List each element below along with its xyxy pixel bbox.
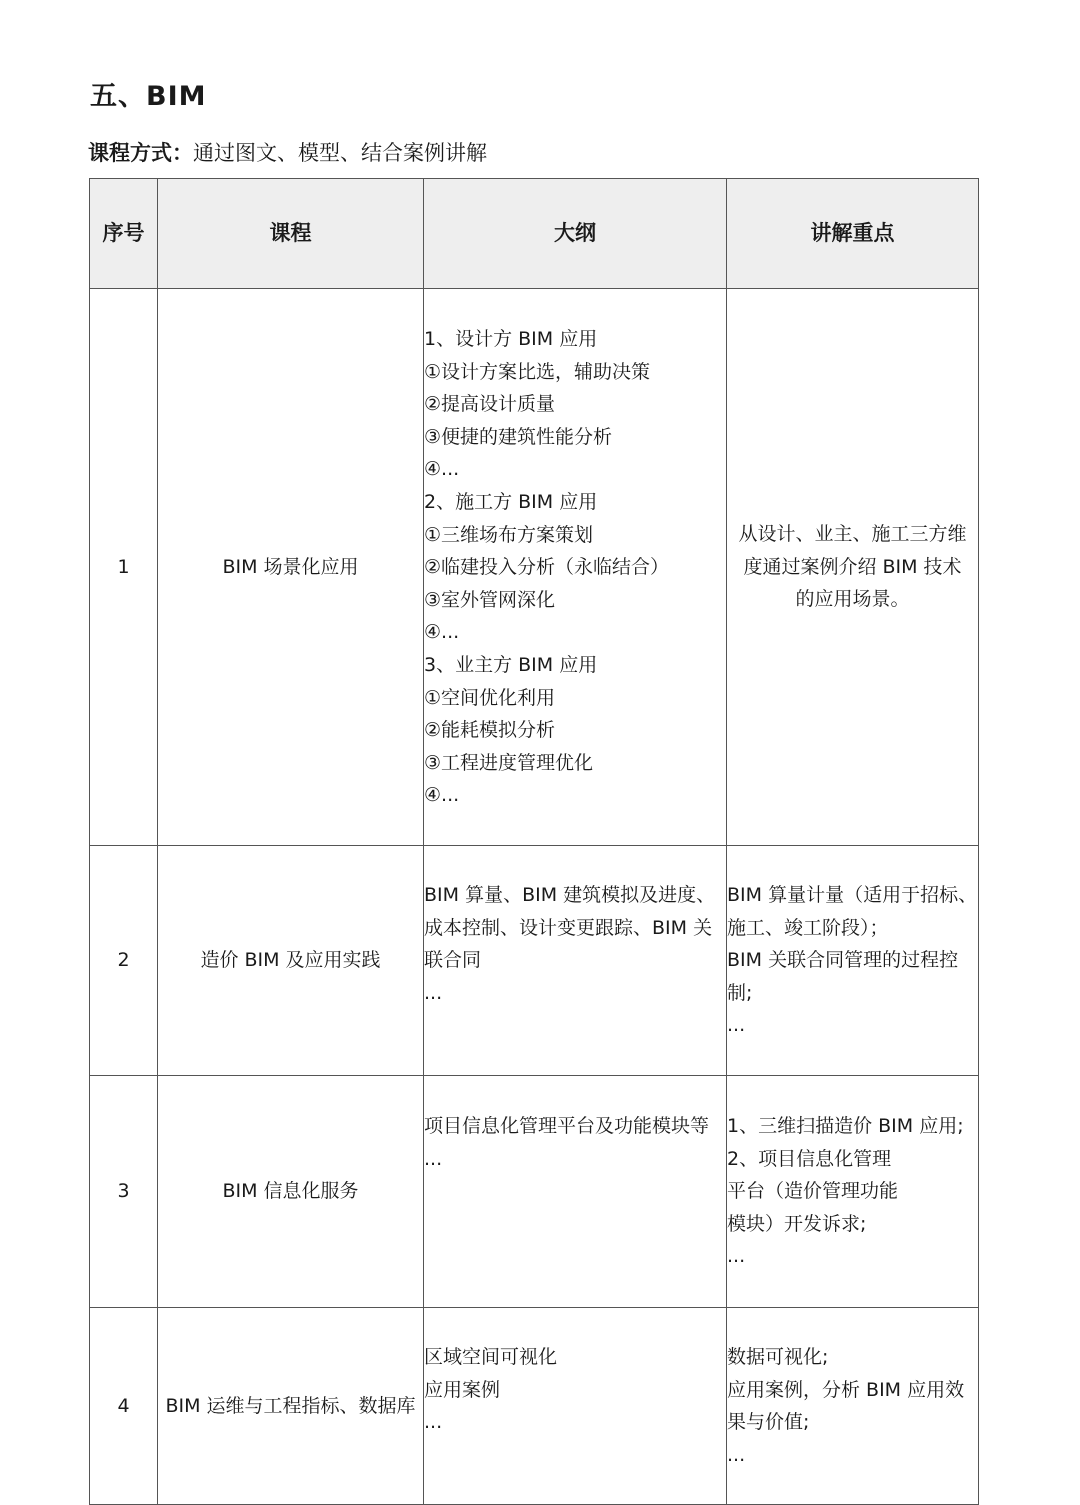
outline-line: ①三维场布方案策划 xyxy=(424,523,594,546)
outline-cell xyxy=(424,289,727,846)
focus-line: 数据可视化; xyxy=(727,1346,829,1368)
outline-line: ③工程进度管理优化 xyxy=(424,751,594,774)
outline-line: ③便捷的建筑性能分析 xyxy=(424,425,613,448)
outline-line: 应用案例 xyxy=(424,1378,501,1401)
course-name: BIM 信息化服务 xyxy=(158,1076,424,1308)
focus-line: BIM 算量计量（适用于招标、施工、竣工阶段）； xyxy=(727,884,978,939)
outline-line: ... xyxy=(424,981,443,1004)
outline-line: ④... xyxy=(424,784,460,807)
table-row xyxy=(90,289,979,846)
outline-line: BIM 算量、BIM 建筑模拟及进度、成本控制、设计变更跟踪、BIM 关联合同 xyxy=(424,884,716,972)
header-number: 序号 xyxy=(90,179,158,289)
header-course: 课程 xyxy=(158,179,424,289)
syllabus-table xyxy=(89,178,979,1505)
outline-cell xyxy=(424,1308,727,1505)
focus-line: BIM 关联合同管理的过程控制; xyxy=(727,949,959,1004)
row-number: 2 xyxy=(90,846,158,1076)
course-method-value: 通过图文、模型、结合案例讲解 xyxy=(193,141,487,165)
header-focus: 讲解重点 xyxy=(727,179,979,289)
row-number: 3 xyxy=(90,1076,158,1308)
focus-cell xyxy=(727,1076,979,1308)
focus-line: 从设计、业主、施工三方维度通过案例介绍 BIM 技术的应用场景。 xyxy=(738,523,967,611)
table-header-row xyxy=(90,179,979,289)
outline-line: 项目信息化管理平台及功能模块等 xyxy=(424,1115,710,1137)
outline-line: ③室外管网深化 xyxy=(424,588,556,611)
outline-cell xyxy=(424,846,727,1076)
focus-line: ... xyxy=(727,1245,746,1268)
focus-cell xyxy=(727,846,979,1076)
course-name: 造价 BIM 及应用实践 xyxy=(158,846,424,1076)
outline-line: 3、业主方 BIM 应用 xyxy=(424,653,598,676)
focus-line: 平台（造价管理功能 xyxy=(727,1180,899,1203)
row-number: 4 xyxy=(90,1308,158,1505)
outline-line: ④... xyxy=(424,458,460,481)
table-row xyxy=(90,1308,979,1505)
outline-line: ②能耗模拟分析 xyxy=(424,719,556,742)
outline-line: ②临建投入分析（永临结合） xyxy=(424,556,670,579)
course-method xyxy=(88,137,487,167)
table-row xyxy=(90,846,979,1076)
course-method-label: 课程方式： xyxy=(88,141,193,165)
header-outline: 大纲 xyxy=(424,179,727,289)
focus-line: ... xyxy=(727,1014,746,1037)
outline-line: ①设计方案比选，辅助决策 xyxy=(424,360,651,383)
outline-line: 1、设计方 BIM 应用 xyxy=(424,328,598,350)
row-number: 1 xyxy=(90,289,158,846)
outline-line: ②提高设计质量 xyxy=(424,393,556,416)
focus-line: ... xyxy=(727,1443,746,1466)
outline-line: ... xyxy=(424,1147,443,1170)
outline-line: ... xyxy=(424,1411,443,1434)
focus-cell xyxy=(727,1308,979,1505)
focus-line: 2、项目信息化管理 xyxy=(727,1147,892,1170)
outline-line: 区域空间可视化 xyxy=(424,1346,558,1368)
focus-line: 应用案例，分析 BIM 应用效果与价值; xyxy=(727,1378,965,1434)
outline-line: ④... xyxy=(424,621,460,644)
focus-line: 1、三维扫描造价 BIM 应用; xyxy=(727,1115,964,1137)
outline-cell xyxy=(424,1076,727,1308)
course-name: BIM 运维与工程指标、数据库 xyxy=(158,1308,424,1505)
course-name: BIM 场景化应用 xyxy=(158,289,424,846)
table-row xyxy=(90,1076,979,1308)
outline-line: 2、施工方 BIM 应用 xyxy=(424,490,598,513)
section-title: 五、BIM xyxy=(90,81,207,112)
focus-cell xyxy=(727,289,979,846)
focus-line: 模块）开发诉求; xyxy=(727,1212,867,1235)
outline-line: ①空间优化利用 xyxy=(424,686,556,709)
